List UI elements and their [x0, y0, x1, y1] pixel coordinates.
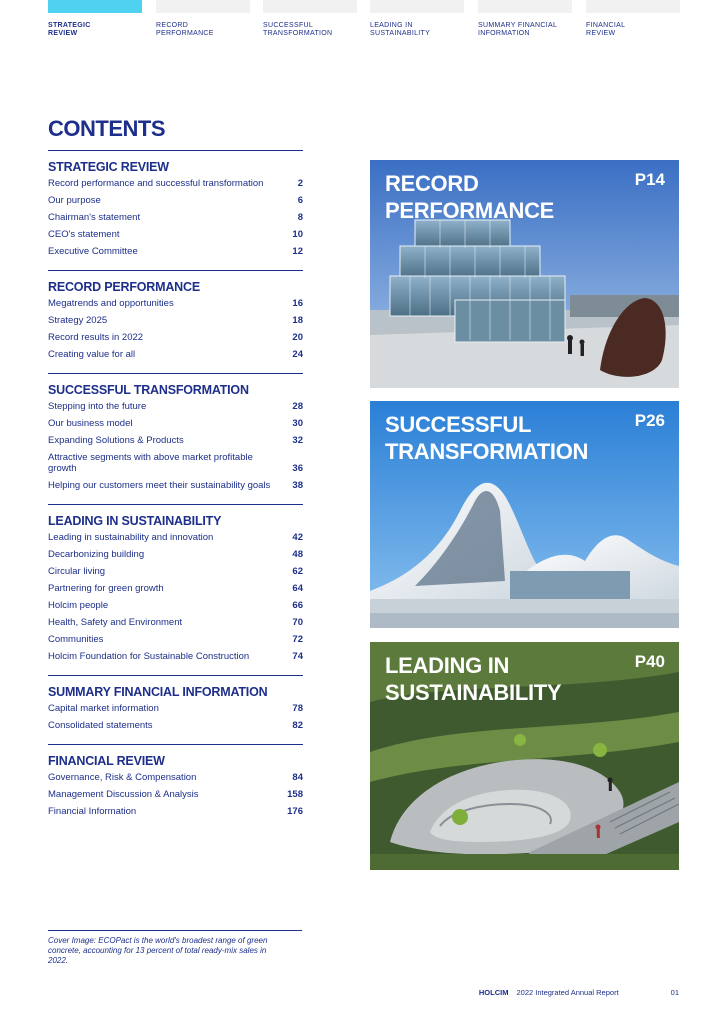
toc-entry-label: Record results in 2022	[48, 332, 144, 343]
toc-entry-label: Record performance and successful transformation	[48, 178, 264, 189]
toc-entry-page: 36	[292, 463, 303, 474]
nav-tab-leading-in-sustainability[interactable]	[370, 0, 464, 38]
toc-section	[48, 675, 303, 734]
toc-entry-page: 38	[292, 480, 303, 491]
toc-entry[interactable]	[48, 449, 303, 477]
toc-entry-page: 32	[292, 435, 303, 446]
nav-tab-label: SUCCESSFUL TRANSFORMATION	[263, 22, 333, 37]
toc-section-title[interactable]: SUCCESSFUL TRANSFORMATION	[48, 383, 249, 397]
nav-tab-indicator	[263, 0, 357, 13]
toc-entry[interactable]	[48, 546, 303, 563]
top-navigation	[48, 0, 680, 44]
toc-section-title[interactable]: RECORD PERFORMANCE	[48, 280, 200, 294]
toc-entry-label: Management Discussion & Analysis	[48, 789, 199, 800]
toc-entry-label: Partnering for green growth	[48, 583, 164, 594]
toc-entry-label: Financial Information	[48, 806, 137, 817]
nav-tab-label: STRATEGIC REVIEW	[48, 22, 91, 37]
toc-entry-label: Helping our customers meet their sustainability goals	[48, 480, 271, 491]
toc-entry-label: Strategy 2025	[48, 315, 108, 326]
toc-entry-page: 20	[292, 332, 303, 343]
toc-entry-label: Expanding Solutions & Products	[48, 435, 184, 446]
toc-entry[interactable]	[48, 209, 303, 226]
toc-entry[interactable]	[48, 432, 303, 449]
nav-tab-indicator	[370, 0, 464, 13]
toc-entry[interactable]	[48, 614, 303, 631]
toc-entry[interactable]	[48, 769, 303, 786]
toc-entry[interactable]	[48, 580, 303, 597]
toc-entry-page: 84	[292, 772, 303, 783]
nav-tab-label: FINANCIAL REVIEW	[586, 22, 626, 37]
toc-entry-label: Megatrends and opportunities	[48, 298, 174, 309]
toc-section	[48, 150, 303, 260]
toc-entry-label: Health, Safety and Environment	[48, 617, 183, 628]
toc-entry-label: CEO's statement	[48, 229, 120, 240]
nav-tab-indicator	[156, 0, 250, 13]
panel-title: LEADING IN SUSTAINABILITY	[385, 653, 562, 705]
toc-entry[interactable]	[48, 398, 303, 415]
toc-entry[interactable]	[48, 803, 303, 820]
toc-entry-page: 8	[297, 212, 303, 223]
panel-successful-transformation[interactable]	[370, 401, 679, 628]
toc-entry-label: Decarbonizing building	[48, 549, 145, 560]
nav-tab-label: SUMMARY FINANCIAL INFORMATION	[478, 22, 558, 37]
toc-entry-label: Creating value for all	[48, 349, 136, 360]
toc-entry[interactable]	[48, 529, 303, 546]
panel-page-number: P26	[634, 411, 665, 430]
toc-entry[interactable]	[48, 312, 303, 329]
toc-entry-page: 18	[292, 315, 303, 326]
footer-report-title: 2022 Integrated Annual Report	[516, 988, 619, 997]
nav-tab-indicator	[586, 0, 680, 13]
toc-entry-label: Consolidated statements	[48, 720, 153, 731]
toc-entry-page: 82	[292, 720, 303, 731]
toc-entry-label: Stepping into the future	[48, 401, 147, 412]
toc-section-title[interactable]: LEADING IN SUSTAINABILITY	[48, 514, 222, 528]
nav-tab-summary-financial-information[interactable]	[478, 0, 572, 38]
toc-entry[interactable]	[48, 192, 303, 209]
toc-section	[48, 504, 303, 665]
toc-entry-page: 70	[292, 617, 303, 628]
toc-entry-label: Communities	[48, 634, 104, 645]
toc-entry-label: Chairman's statement	[48, 212, 141, 223]
toc-entry[interactable]	[48, 477, 303, 494]
toc-entry[interactable]	[48, 415, 303, 432]
toc-entry-page: 6	[297, 195, 303, 206]
panel-page-number: P14	[634, 170, 665, 189]
nav-tab-record-performance[interactable]	[156, 0, 250, 38]
toc-entry[interactable]	[48, 631, 303, 648]
toc-entry-page: 74	[292, 651, 303, 662]
toc-section	[48, 744, 303, 820]
toc-entry-page: 30	[292, 418, 303, 429]
toc-entry[interactable]	[48, 597, 303, 614]
toc-entry-page: 2	[297, 178, 303, 189]
toc-entry-page: 16	[292, 298, 303, 309]
page-title: CONTENTS	[48, 116, 165, 141]
toc-entry-label: Attractive segments with above market profitable growth	[48, 452, 253, 474]
toc-entry-label: Our business model	[48, 418, 133, 429]
toc-entry-page: 64	[292, 583, 303, 594]
toc-entry[interactable]	[48, 243, 303, 260]
toc-entry-page: 12	[292, 246, 303, 257]
toc-entry-label: Leading in sustainability and innovation	[48, 532, 214, 543]
toc-entry[interactable]	[48, 175, 303, 192]
toc-section-title[interactable]: STRATEGIC REVIEW	[48, 160, 169, 174]
panel-leading-in-sustainability[interactable]	[370, 642, 679, 870]
toc-section	[48, 373, 303, 494]
toc-entry[interactable]	[48, 295, 303, 312]
toc-section-title[interactable]: SUMMARY FINANCIAL INFORMATION	[48, 685, 268, 699]
nav-tab-label: LEADING IN SUSTAINABILITY	[370, 22, 431, 37]
toc-entry-label: Circular living	[48, 566, 106, 577]
toc-entry-label: Governance, Risk & Compensation	[48, 772, 197, 783]
toc-entry[interactable]	[48, 700, 303, 717]
toc-entry-page: 66	[292, 600, 303, 611]
toc-entry-label: Our purpose	[48, 195, 101, 206]
toc-entry[interactable]	[48, 563, 303, 580]
toc-entry-label: Holcim Foundation for Sustainable Construction	[48, 651, 250, 662]
toc-entry-page: 28	[292, 401, 303, 412]
toc-entry[interactable]	[48, 329, 303, 346]
nav-tab-indicator	[478, 0, 572, 13]
panel-title: SUCCESSFUL TRANSFORMATION	[385, 412, 589, 464]
toc-entry-label: Holcim people	[48, 600, 109, 611]
caption-divider	[48, 930, 302, 931]
toc-entry-page: 10	[292, 229, 303, 240]
toc-entry-page: 48	[292, 549, 303, 560]
panel-record-performance[interactable]	[370, 160, 679, 388]
toc-entry-page: 62	[292, 566, 303, 577]
toc-entry[interactable]	[48, 786, 303, 803]
toc-entry[interactable]	[48, 648, 303, 665]
toc-entry-label: Capital market information	[48, 703, 159, 714]
table-of-contents	[48, 150, 303, 820]
toc-entry-page: 42	[292, 532, 303, 543]
panel-title: RECORD PERFORMANCE	[385, 171, 555, 223]
footer-page-number: 01	[670, 988, 679, 997]
toc-entry[interactable]	[48, 226, 303, 243]
toc-entry-label: Executive Committee	[48, 246, 138, 257]
page-footer	[479, 988, 679, 997]
nav-tab-indicator	[48, 0, 142, 13]
nav-tab-financial-review[interactable]	[586, 0, 680, 38]
cover-image-caption: Cover Image: ECOPact is the world's broadest range of green concrete, accounting for 13 percent of total ready-mix sales in 2022.	[48, 936, 268, 965]
toc-entry-page: 158	[287, 789, 303, 800]
toc-section	[48, 270, 303, 363]
toc-entry[interactable]	[48, 346, 303, 363]
toc-entry[interactable]	[48, 717, 303, 734]
nav-tab-successful-transformation[interactable]	[263, 0, 357, 38]
toc-entry-page: 78	[292, 703, 303, 714]
nav-tab-strategic-review[interactable]	[48, 0, 142, 38]
footer-brand: HOLCIM	[478, 988, 509, 997]
nav-tab-label: RECORD PERFORMANCE	[156, 22, 214, 37]
toc-entry-page: 176	[287, 806, 303, 817]
toc-entry-page: 24	[292, 349, 303, 360]
toc-section-title[interactable]: FINANCIAL REVIEW	[48, 754, 165, 768]
panel-page-number: P40	[634, 652, 665, 671]
toc-entry-page: 72	[292, 634, 303, 645]
